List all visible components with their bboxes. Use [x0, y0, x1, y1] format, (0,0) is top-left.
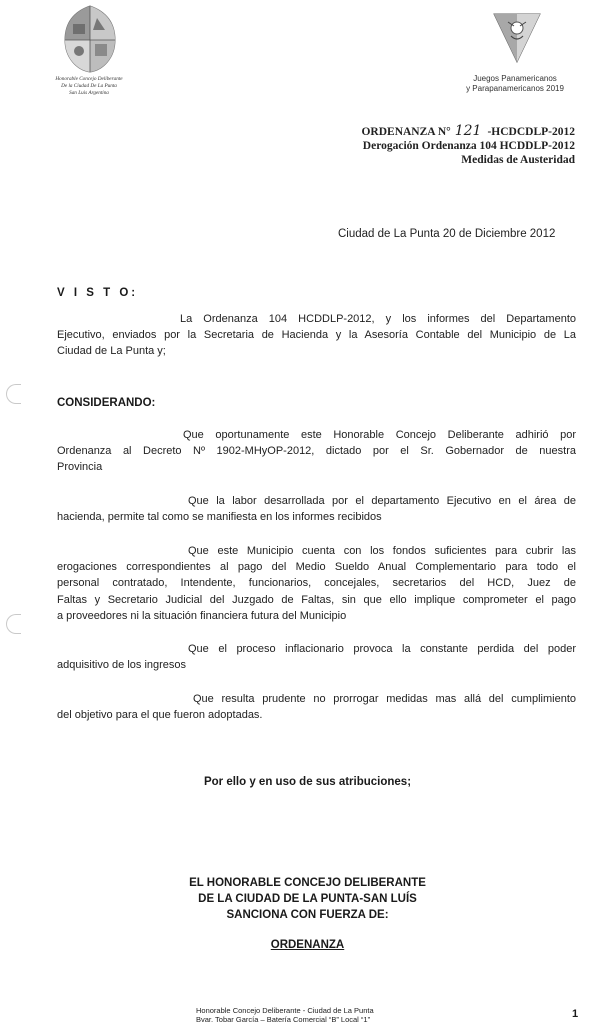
paragraph-line: a proveedores ni la situación financiera futura del Municipio — [57, 610, 347, 622]
paragraph-line: erogaciones correspondientes al pago del Medio Sueldo Anual Complementario para todo el — [57, 561, 576, 573]
page-footer — [196, 1006, 374, 1024]
logo-left-caption — [48, 76, 130, 97]
paragraph-line: Que la labor desarrollada por el departamento Ejecutivo en el área de — [188, 495, 576, 507]
footer-line: Honorable Concejo Deliberante - Ciudad de La Punta — [196, 1006, 374, 1015]
ordenanza-suffix: -HCDCDLP-2012 — [487, 126, 575, 138]
sanciona-line: DE LA CIUDAD DE LA PUNTA-SAN LUÍS — [198, 893, 417, 905]
page-number: 1 — [572, 1008, 579, 1020]
punch-hole-mark — [6, 384, 21, 404]
ordenanza-number: 121 — [454, 123, 482, 139]
logo-caption-line: San Luis Argentina — [69, 90, 109, 96]
paragraph-line: Que resulta prudente no prorrogar medidas mas allá del cumplimiento — [193, 693, 576, 705]
paragraph-line: Que este Municipio cuenta con los fondos suficientes para cubrir las — [188, 545, 576, 557]
paragraph-line: Que oportunamente este Honorable Concejo Deliberante adhirió por — [183, 429, 576, 441]
document-header — [361, 124, 575, 167]
paragraph-line: Que el proceso inflacionario provoca la constante perdida del poder — [188, 643, 576, 655]
document-date: Ciudad de La Punta 20 de Diciembre 2012 — [338, 228, 556, 240]
paragraph-line: Faltas y Secretario Judicial del Juzgado de Faltas, sin que ello implique comprometer el pago — [57, 594, 576, 606]
footer-line: Bvar. Tobar García – Batería Comercial “B” Local “1” — [196, 1015, 371, 1024]
logo-right-caption — [440, 74, 590, 94]
punch-hole-mark — [6, 614, 21, 634]
ordenanza-title-text: ORDENANZA — [270, 939, 345, 951]
por-ello-statement: Por ello y en uso de sus atribuciones; — [203, 776, 412, 788]
paragraph-line: Ordenanza al Decreto Nº 1902-MHyOP-2012, dictado por el Sr. Gobernador de nuestra — [57, 445, 576, 457]
logo-caption-line: Juegos Panamericanos — [473, 74, 557, 83]
ordenanza-title — [0, 939, 615, 951]
paragraph-line: Ciudad de La Punta y; — [57, 345, 166, 357]
ordenanza-prefix: ORDENANZA N° — [361, 126, 451, 138]
paragraph-line: Provincia — [57, 461, 103, 473]
logo-caption-line: y Parapanamericanos 2019 — [466, 84, 564, 93]
paragraph-line: adquisitivo de los ingresos — [57, 659, 187, 671]
document-subject: Medidas de Austeridad — [461, 154, 575, 166]
juegos-panamericanos-logo-icon — [490, 12, 544, 64]
paragraph-line: personal contratado, Intendente, funcionarios, concejales, secretarios del HCD, Juez de — [57, 577, 576, 589]
paragraph-line: Ejecutivo, enviados por la Secretaria de Hacienda y la Asesoría Contable del Municipio de La — [57, 329, 576, 341]
ordenanza-number-line — [361, 124, 575, 139]
derogacion-line: Derogación Ordenanza 104 HCDDLP-2012 — [362, 140, 575, 152]
sanciona-line: EL HONORABLE CONCEJO DELIBERANTE — [189, 877, 426, 889]
visto-heading: V I S T O: — [57, 287, 139, 299]
sanciona-line: SANCIONA CON FUERZA DE: — [226, 909, 389, 921]
logo-caption-line: De la Ciudad De La Punta — [61, 83, 117, 89]
paragraph-line: hacienda, permite tal como se manifiesta en los informes recibidos — [57, 511, 382, 523]
concejo-deliberante-emblem-icon — [55, 4, 125, 74]
sanciona-block — [0, 875, 615, 923]
paragraph-line: del objetivo para el que fueron adoptadas. — [57, 709, 263, 721]
logo-caption-line: Honorable Concejo Deliberante — [55, 76, 123, 82]
considerando-heading: CONSIDERANDO: — [57, 397, 156, 409]
paragraph-line: La Ordenanza 104 HCDDLP-2012, y los informes del Departamento — [180, 313, 576, 325]
